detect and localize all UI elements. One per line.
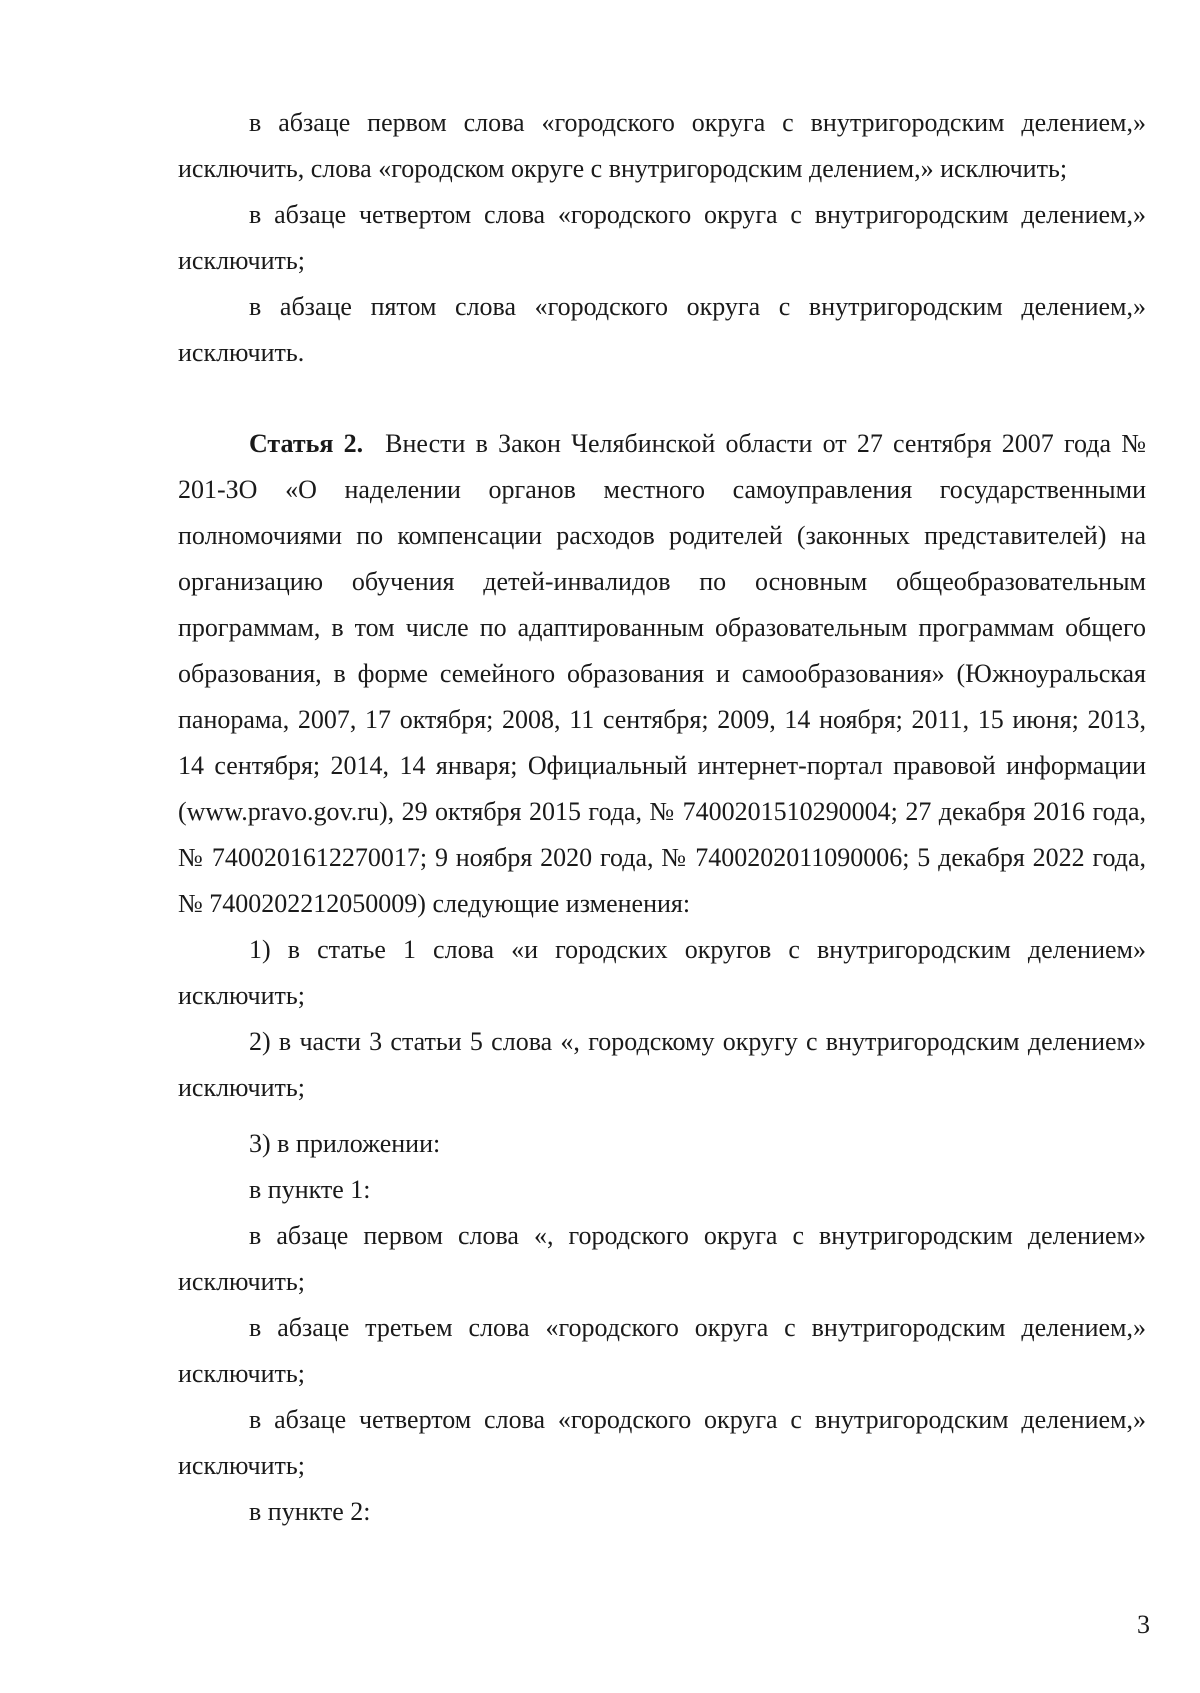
paragraph-amend-first: в абзаце первом слова «городского округа с внутригородским делением,» исключить, слова «городском округе с внутригородским делением,» исключить; xyxy=(178,108,1146,183)
item-1: 1) в статье 1 слова «и городских округов с внутригородским делением» исключить; xyxy=(178,935,1146,1010)
point-1-paragraph-first: в абзаце первом слова «, городского округа с внутригородским делением» исключить; xyxy=(178,1221,1146,1296)
paragraph-amend-fifth: в абзаце пятом слова «городского округа с внутригородским делением,» исключить. xyxy=(178,292,1146,367)
paragraph-amend-fourth: в абзаце четвертом слова «городского округа с внутригородским делением,» исключить; xyxy=(178,200,1146,275)
point-2-heading: в пункте 2: xyxy=(249,1497,371,1526)
document-body xyxy=(178,100,1146,1535)
point-1-heading: в пункте 1: xyxy=(249,1175,371,1204)
article-text: Внести в Закон Челябинской области от 27 сентября 2007 года № 201-ЗО «О наделении органов местного самоуправления государственными полномочиями по компенсации расходов родителей (законных представителей) на организацию обучения детей-инвалидов по основным общеобразовательным программам, в том числе по адаптированным образовательным программам общего образования, в форме семейного образования и самообразования» (Южноуральская панорама, 2007, 17 октября; 2008, 11 сентября; 2009, 14 ноября; 2011, 15 июня; 2013, 14 сентября; 2014, 14 января; Официальный интернет-портал правовой информации (www.pravo.gov.ru), 29 октября 2015 года, № 7400201510290004; 27 декабря 2016 года, № 7400201612270017; 9 ноября 2020 года, № 7400202011090006; 5 декабря 2022 года, № 7400202212050009) следующие изменения: xyxy=(178,429,1147,918)
point-1-paragraph-third: в абзаце третьем слова «городского округа с внутригородским делением,» исключить; xyxy=(178,1313,1146,1388)
article-2-paragraph xyxy=(178,421,1146,927)
item-2: 2) в части 3 статьи 5 слова «, городскому округу с внутригородским делением» исключить; xyxy=(178,1027,1146,1102)
page-number: 3 xyxy=(1137,1610,1150,1639)
article-heading: Статья 2. xyxy=(249,429,364,458)
point-1-paragraph-fourth: в абзаце четвертом слова «городского округа с внутригородским делением,» исключить; xyxy=(178,1405,1146,1480)
item-3-appendix: 3) в приложении: xyxy=(249,1129,441,1158)
